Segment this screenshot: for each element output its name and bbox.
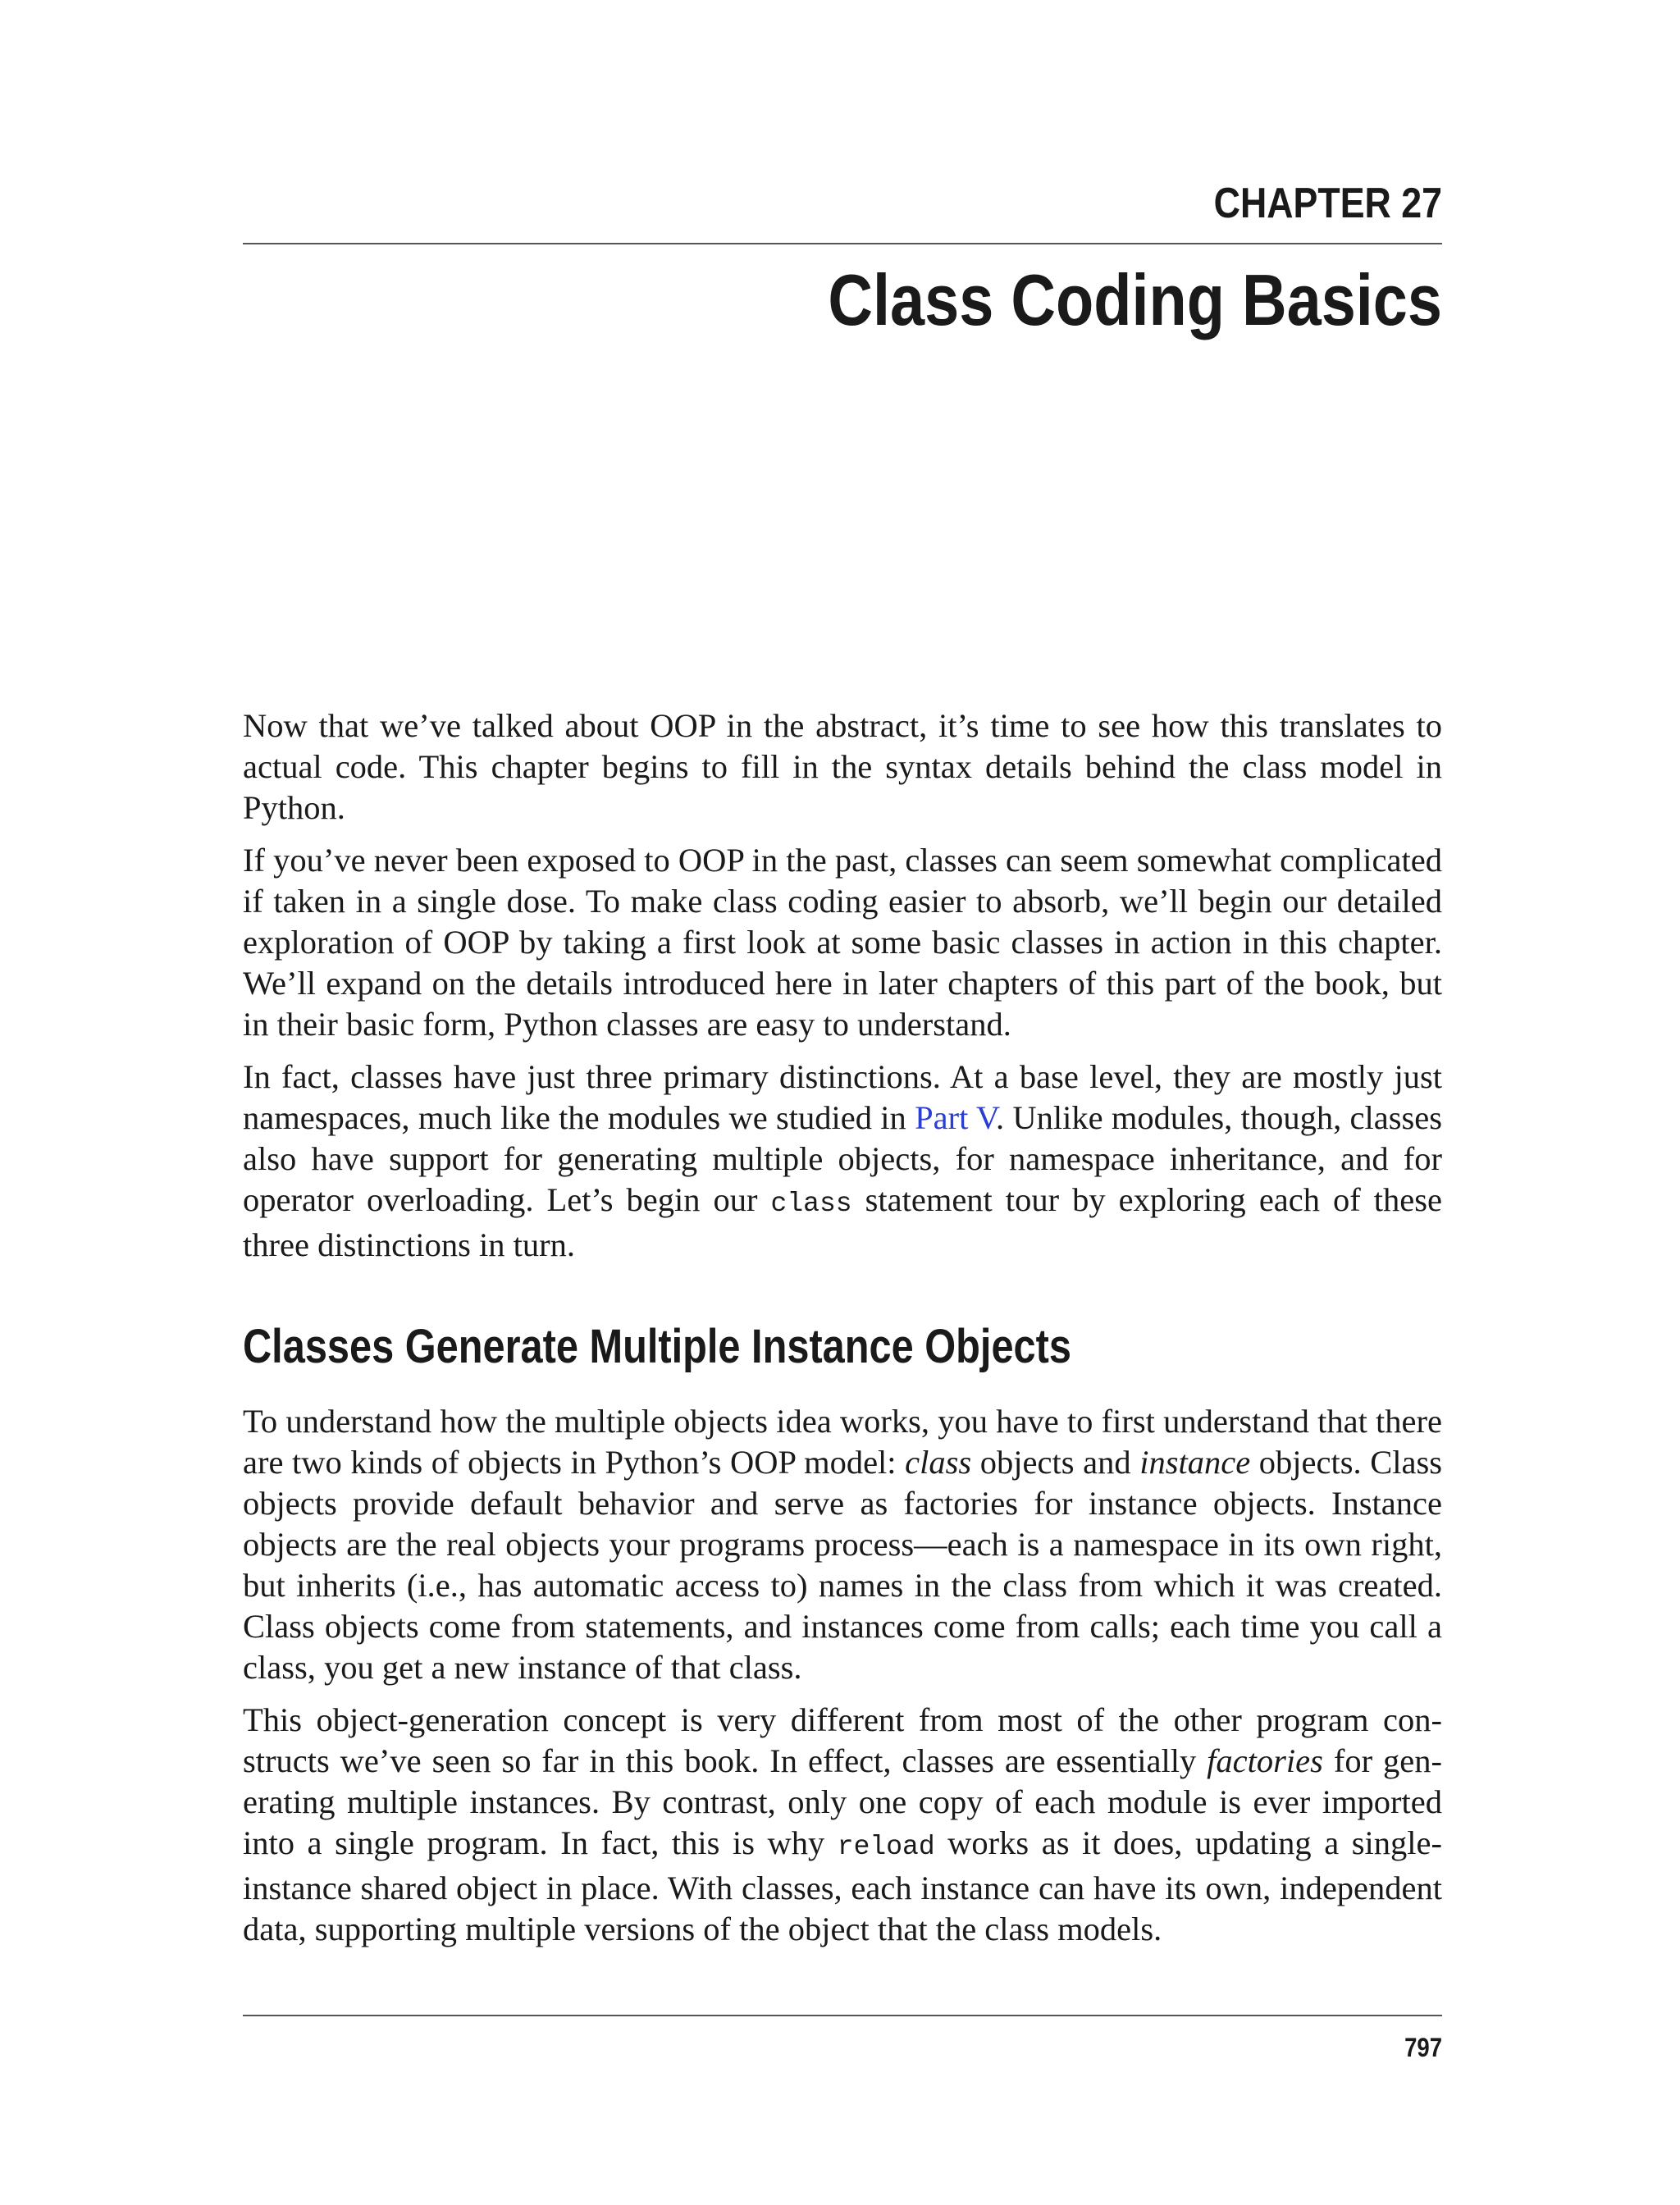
chapter-title: Class Coding Basics: [828, 259, 1442, 340]
section-heading: Classes Generate Multiple Instance Objects: [243, 1320, 1071, 1373]
emphasis-class: class: [905, 1444, 972, 1481]
paragraph-text: objects. Class objects provide default behavior and serve as factories for instance objects. Instance objects are the real objects your programs process—each is a namespace in its own right, but inherits (i.e., has automatic access to) names in the class from which it was created. Class objects come from statements, and instances come from calls; each time you call a class, you get a new instance of that class.: [243, 1444, 1442, 1686]
section-text: [243, 1401, 1442, 1961]
intro-paragraph-3: [243, 1057, 1442, 1266]
chapter-label: CHAPTER 27: [1213, 180, 1442, 227]
paragraph-text: for generating multiple instances. By contrast, only one copy of each module is ever imported into a single program. In fact, this is why: [243, 1742, 1442, 1861]
page-number: 797: [1404, 2033, 1442, 2062]
paragraph-text: objects and: [971, 1444, 1140, 1481]
intro-paragraph-1: Now that we’ve talked about OOP in the abstract, it’s time to see how this translates to actual code. This chapter begins to fill in the syntax details behind the class model in Python.: [243, 707, 1442, 826]
emphasis-factories: factories: [1207, 1742, 1323, 1779]
inline-code-class: class: [770, 1189, 852, 1219]
emphasis-instance: instance: [1139, 1444, 1251, 1481]
section-paragraph-1: [243, 1401, 1442, 1688]
paragraph-text: To understand how the multiple objects idea works, you have to first understand that there are two kinds of objects in Python’s OOP model:: [243, 1403, 1442, 1481]
inline-code-reload: reload: [837, 1832, 935, 1862]
paragraph-text: In fact, classes have just three primary distinctions. At a base level, they are mostly just namespaces, much like the modules we studied in: [243, 1058, 1442, 1136]
part-v-link[interactable]: Part V: [915, 1099, 996, 1136]
footer-rule: [243, 2015, 1442, 2016]
chapter-rule: [243, 243, 1442, 244]
paragraph-text: works as it does, updating a single-instance shared object in place. With classes, each instance can have its own, independent data, supporting multiple versions of the object that the class models.: [243, 1824, 1442, 1947]
intro-paragraph-2: If you’ve never been exposed to OOP in the past, classes can seem somewhat complicated if taken in a single dose. To make class coding easier to absorb, we’ll begin our detailed exploration of OOP by taking a first look at some basic classes in action in this chapter. We’ll expand on the details introduced here in later chapters of this part of the book, but in their basic form, Python classes are easy to understand.: [243, 842, 1442, 1043]
intro-text: [243, 705, 1442, 1277]
paragraph-text: . Unlike modules, though, classes also have support for generating multiple objects, for namespace inheritance, and for operator overloading. Let’s begin our: [243, 1099, 1442, 1218]
paragraph-text: statement tour by exploring each of these three distinctions in turn.: [243, 1181, 1442, 1263]
paragraph-text: This object-generation concept is very different from most of the other program constructs we’ve seen so far in this book. In effect, classes are essentially: [243, 1701, 1442, 1779]
section-paragraph-2: [243, 1700, 1442, 1950]
